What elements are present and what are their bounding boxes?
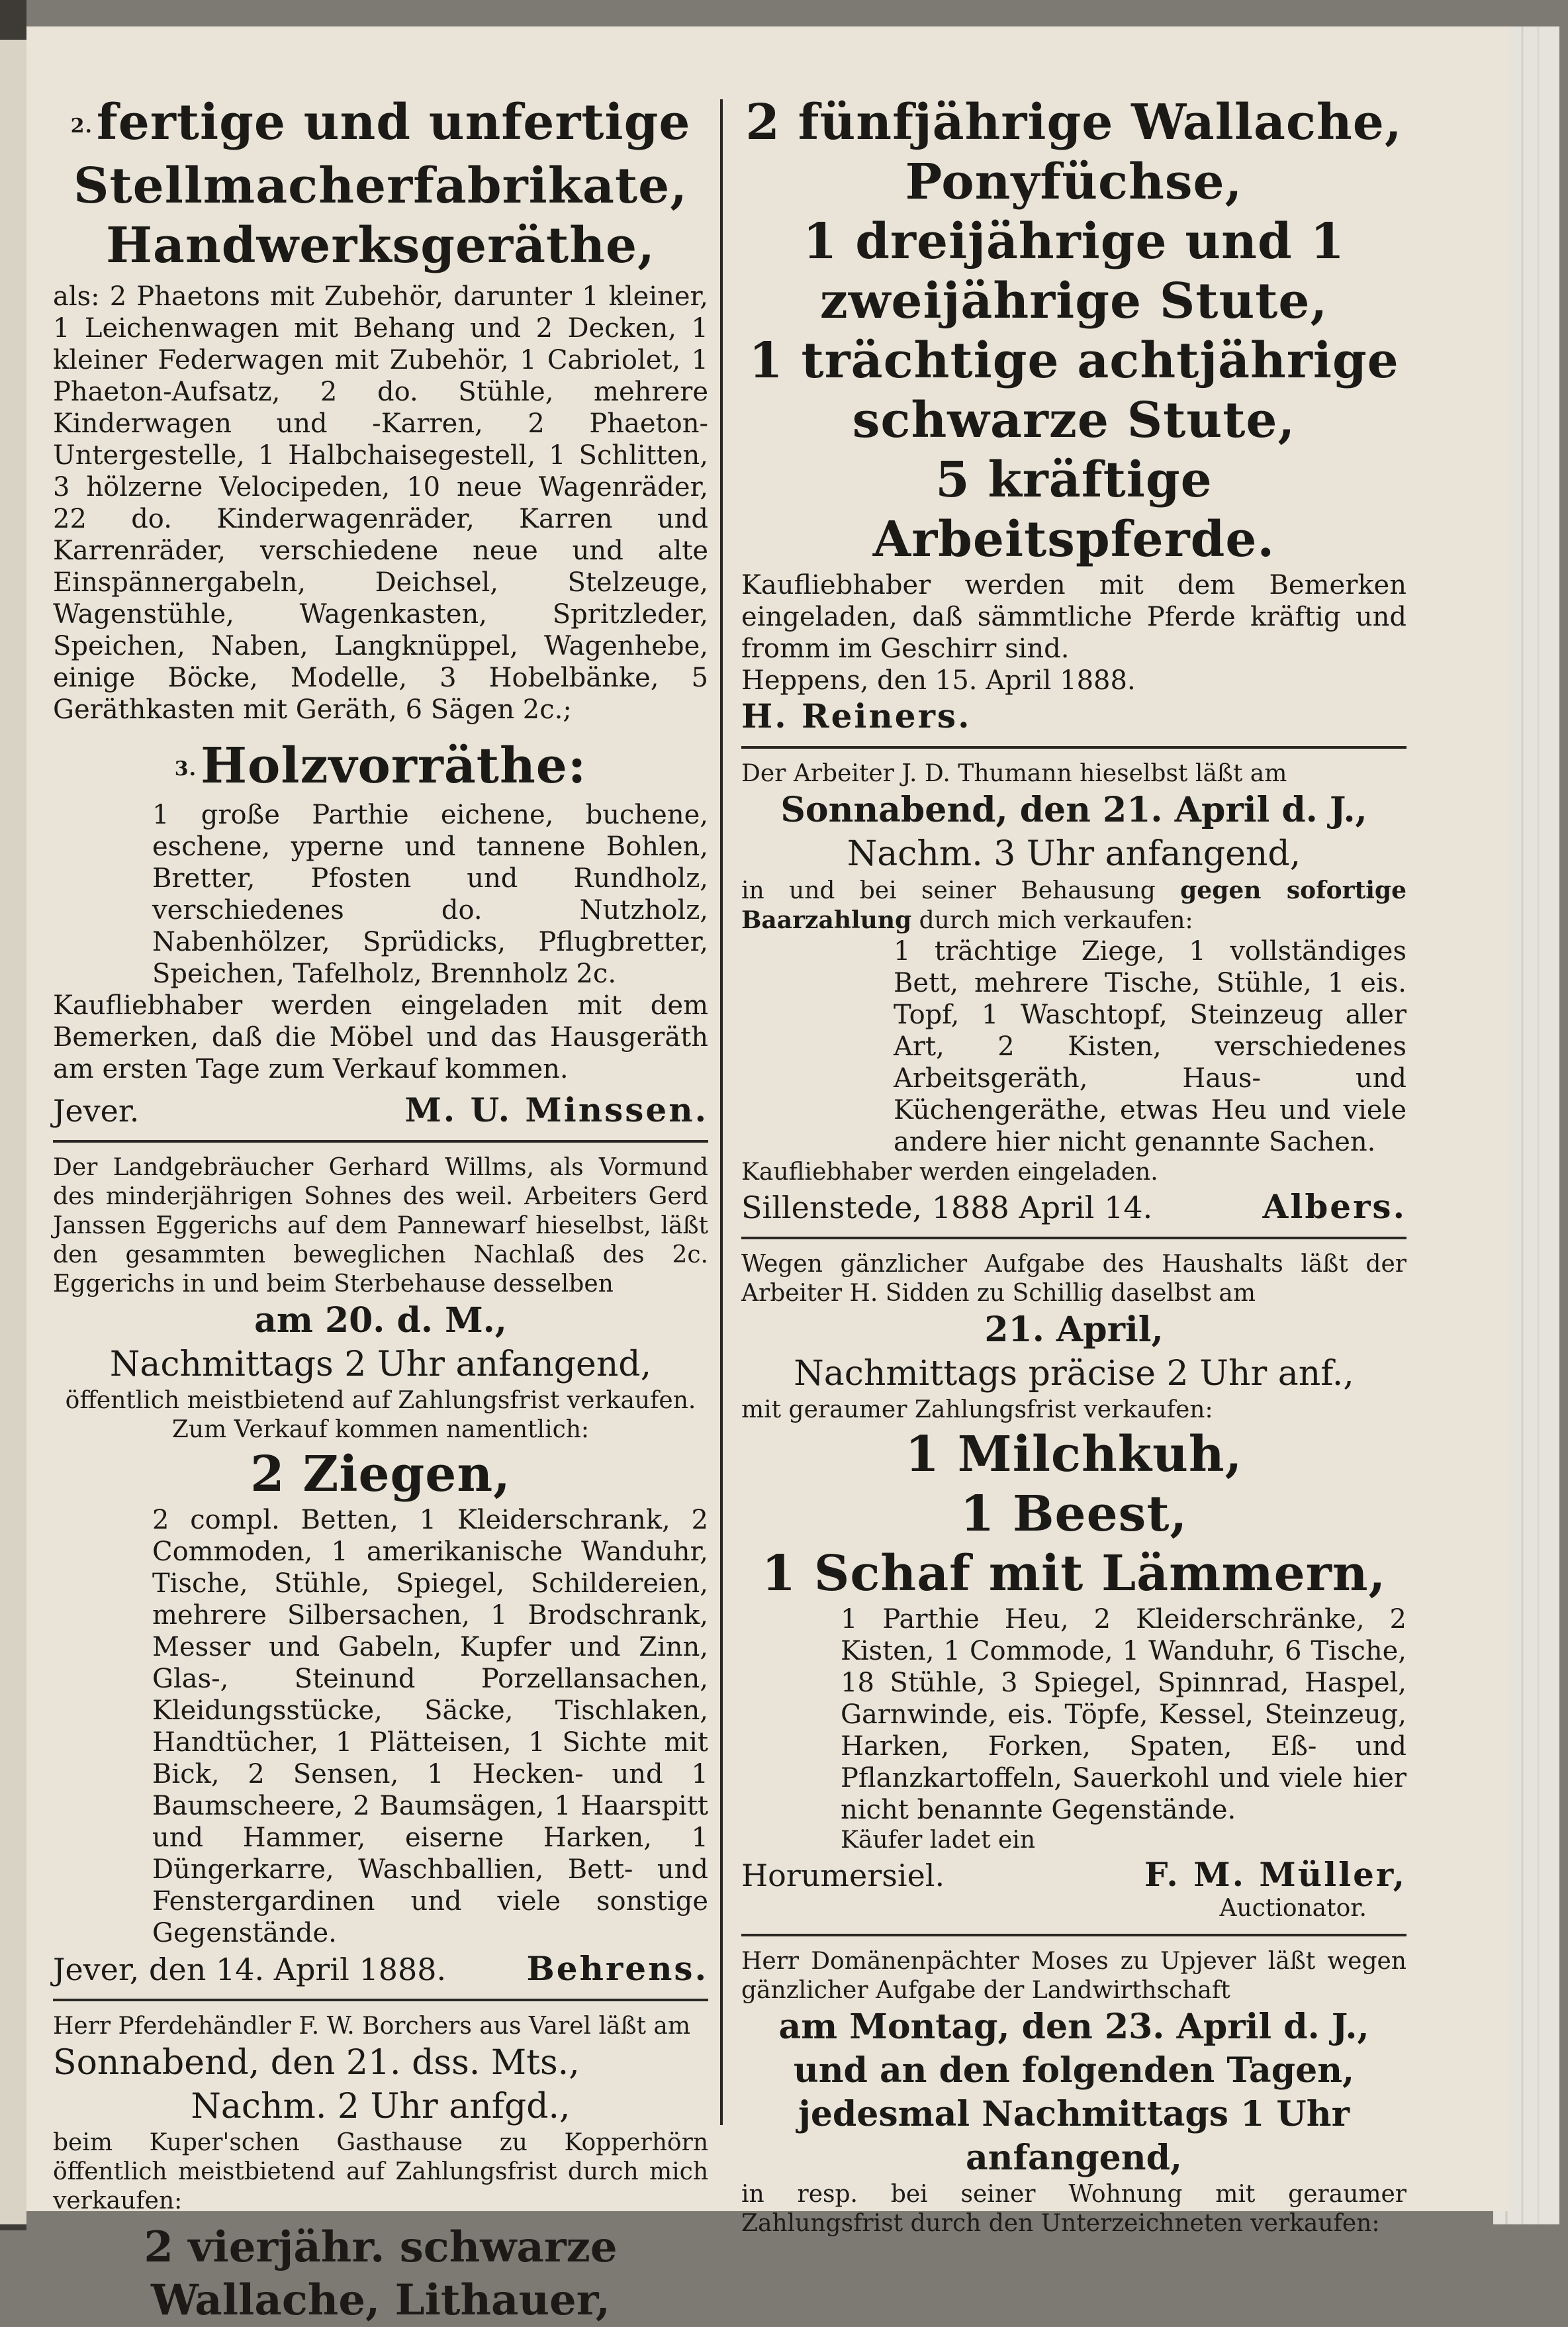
ad-separator <box>53 1140 708 1143</box>
terms-part: in und bei seiner Behausung <box>741 877 1156 904</box>
ad-intro: Der Landgebräucher Gerhard Willms, als Vormund des minderjährigen Sohnes des weil. Arbeiters Gerd Janssen Eggerichs auf dem Pannewarf hieselbst, läßt den gesammten beweglichen Nachlaß des 2c. Eggerichs in und beim Sterbehause desselben <box>53 1154 708 1298</box>
ad-item: 1 Schaf mit Lämmern, <box>761 1545 1387 1602</box>
ad-eggerichs <box>53 1153 708 1988</box>
ad-item: 1 Beest, <box>960 1486 1188 1543</box>
signature-title: Auctionator. <box>1219 1895 1367 1922</box>
ad-separator <box>741 1237 1407 1239</box>
ad-note: Kaufliebhaber werden mit dem Bemerken eingeladen, daß sämmtliche Pferde kräftig und fromm im Geschirr sind. <box>741 570 1407 664</box>
ad-date: Sonnabend, den 21. April d. J., <box>780 790 1367 830</box>
left-column <box>53 93 708 2327</box>
ad-date: am Montag, den 23. April d. J., und an den folgenden Tagen, jedesmal Nachmittags 1 Uhr anfangend, <box>778 2007 1369 2178</box>
ad-terms: beim Kuper'schen Gasthause zu Kopperhörn öffentlich meistbietend auf Zahlungsfrist durch mich verkaufen: <box>53 2129 708 2214</box>
ad-signature <box>741 1855 1407 1894</box>
signature-place: Horumersiel. <box>741 1858 945 1893</box>
ad-terms: in resp. bei seiner Wohnung mit geraumer Zahlungsfrist durch den Unterzeichneten verkaufen: <box>741 2181 1407 2237</box>
ad-intro: Wegen gänzlicher Aufgabe des Haushalts läßt der Arbeiter H. Sidden zu Schillig daselbst am <box>741 1251 1407 1307</box>
ad-note: Kaufliebhaber werden eingeladen. <box>741 1159 1158 1186</box>
ad-item: Ponyfüchse, <box>905 154 1243 211</box>
terms-emphasis: gegen sofortige Baarzahlung <box>741 877 1407 934</box>
ad-intro: Herr Pferdehändler F. W. Borchers aus Varel läßt am <box>53 2013 691 2040</box>
right-column <box>741 93 1407 2238</box>
ad-intro: Herr Domänenpächter Moses zu Upjever läßt wegen gänzlicher Aufgabe der Landwirthschaft <box>741 1948 1407 2004</box>
ad-item: 2 Ziegen, <box>250 1446 511 1503</box>
previous-page-edge <box>0 40 26 2224</box>
signature-name: F. M. Müller, <box>1144 1855 1407 1894</box>
ad-separator <box>741 746 1407 749</box>
ad-note: Kaufliebhaber werden eingeladen mit dem Bemerken, daß die Möbel und das Hausgeräth am ersten Tage zum Verkauf kommen. <box>53 990 708 1084</box>
column-rule <box>720 99 723 2125</box>
ad-date: am 20. d. M., <box>254 1300 507 1341</box>
ad-time: Nachm. 2 Uhr anfgd., <box>191 2087 571 2126</box>
ad-time: Nachm. 3 Uhr anfangend, <box>847 834 1301 874</box>
signature-name: M. U. Minssen. <box>404 1090 708 1129</box>
item-number: 3. <box>174 757 197 781</box>
ad-intro: Der Arbeiter J. D. Thumann hieselbst läßt am <box>741 760 1287 787</box>
ad-thumann <box>741 759 1407 1226</box>
ad-stellmacher <box>53 93 708 1129</box>
signature-name: Albers. <box>1262 1187 1407 1226</box>
ad-item: 1 Milchkuh, <box>905 1426 1243 1483</box>
ad-time: Nachmittags 2 Uhr anfangend, <box>109 1345 652 1384</box>
newspaper-page <box>26 26 1509 2325</box>
ad-sidden <box>741 1250 1407 1923</box>
signature-place: Heppens, den 15. April 1888. <box>741 665 1136 696</box>
ad-borchers <box>53 2012 708 2327</box>
signature-place: Jever, den 14. April 1888. <box>53 1952 447 1987</box>
ad-body: 1 große Parthie eichene, buchene, eschene, yperne und tannene Bohlen, Bretter, Pfosten und Rundholz, verschiedenes do. Nutzholz, Nabenhölzer, Sprüdicks, Pflugbretter, Speichen, Tafelholz, Brennholz 2c. <box>152 800 708 989</box>
ad-terms <box>741 876 1407 935</box>
signature-name-text: H. Reiners. <box>741 696 972 736</box>
heading-text: fertige und unfertige Stellmacherfabrikate, Handwerksgeräthe, <box>73 94 691 274</box>
ad-body: 1 trächtige Ziege, 1 vollständiges Bett, mehrere Tische, Stühle, 1 eis. Topf, 1 Waschtopf, Steinzeug aller Art, 2 Kisten, verschiedenes Arbeitsgeräth, Haus- und Küchengeräthe, etwas Heu und viele andere hier nicht genannte Sachen. <box>894 936 1407 1157</box>
ad-signature <box>741 1187 1407 1226</box>
signature-name <box>741 696 1407 736</box>
ad-body: als: 2 Phaetons mit Zubehör, darunter 1 kleiner, 1 Leichenwagen mit Behang und 2 Decken, 1 kleiner Federwagen mit Zubehör, 1 Cabriolet, 1 Phaeton-Aufsatz, 2 do. Stühle, mehrere Kinderwagen und -Karren, 2 Phaeton-Untergestelle, 1 Halbchaisegestell, 1 Schlitten, 3 hölzerne Velocipeden, 10 neue Wagenräder, 22 do. Kinderwagenräder, Karren und Karrenräder, verschiedene neue und alte Einspännergabeln, Deichsel, Stelzeuge, Wagenstühle, Wagenkasten, Spritzleder, Speichen, Naben, Langknüppel, Wagenhebe, einige Böcke, Modelle, 3 Hobelbänke, 5 Geräthkasten mit Geräth, 6 Sägen 2c.; <box>53 281 708 725</box>
ad-signature <box>53 1090 708 1129</box>
terms-part: durch mich verkaufen: <box>919 907 1193 934</box>
ad-note: Käufer ladet ein <box>841 1827 1036 1854</box>
ad-heading <box>53 93 708 275</box>
signature-place: Jever. <box>53 1093 140 1129</box>
ad-body: 1 Parthie Heu, 2 Kleiderschränke, 2 Kisten, 1 Commode, 1 Wanduhr, 6 Tische, 18 Stühle, 3 Spiegel, Spinnrad, Haspel, Garnwinde, eis. Töpfe, Kessel, Steinzeug, Harken, Forken, Spaten, Eß- und Pflanzkartoffeln, Sauerkohl und viele hier nicht benannte Gegenstände. <box>841 1604 1407 1825</box>
signature-place: Sillenstede, 1888 April 14. <box>741 1190 1153 1225</box>
ad-heading <box>53 736 708 800</box>
ad-item: 1 trächtige achtjährige schwarze Stute, <box>749 332 1399 449</box>
ad-item: 2 fünfjährige Wallache, <box>745 94 1403 151</box>
ad-reiners <box>741 93 1407 736</box>
heading-text: Holzvorräthe: <box>201 737 587 794</box>
ad-subheading: Zum Verkauf kommen namentlich: <box>171 1416 590 1443</box>
ad-moses <box>741 1947 1407 2238</box>
ad-date: Sonnabend, den 21. dss. Mts., <box>53 2043 580 2083</box>
ad-item: 5 kräftige Arbeitspferde. <box>872 451 1275 568</box>
ad-terms: mit geraumer Zahlungsfrist verkaufen: <box>741 1396 1213 1423</box>
ad-item: 2 vierjähr. schwarze Wallache, Lithauer, <box>144 2222 618 2325</box>
signature-name: Behrens. <box>526 1949 708 1988</box>
ad-separator <box>53 1999 708 2001</box>
ad-terms: öffentlich meistbietend auf Zahlungsfrist verkaufen. <box>65 1387 696 1414</box>
ad-signature <box>53 1949 708 1988</box>
ad-time: Nachmittags präcise 2 Uhr anf., <box>794 1354 1354 1394</box>
ad-item: 1 dreijährige und 1 zweijährige Stute, <box>803 213 1345 330</box>
ad-body: 2 compl. Betten, 1 Kleiderschrank, 2 Commoden, 1 amerikanische Wanduhr, Tische, Stühle, Spiegel, Schildereien, mehrere Silbersachen, 1 Brodschrank, Messer und Gabeln, Kupfer und Zinn, Glas-, Steinund Porzellansachen, Kleidungsstücke, Säcke, Tischlaken, Handtücher, 1 Plätteisen, 1 Sichte mit Bick, 2 Sensen, 1 Hecken- und 1 Baumscheere, 2 Baumsägen, 1 Haarspitt und Hammer, eiserne Harken, 1 Düngerkarre, Waschballien, Bett- und Fenstergardinen und viele sonstige Gegenstände. <box>152 1505 708 1948</box>
item-number: 2. <box>70 114 93 138</box>
ad-date: 21. April, <box>984 1309 1164 1350</box>
ad-separator <box>741 1934 1407 1936</box>
